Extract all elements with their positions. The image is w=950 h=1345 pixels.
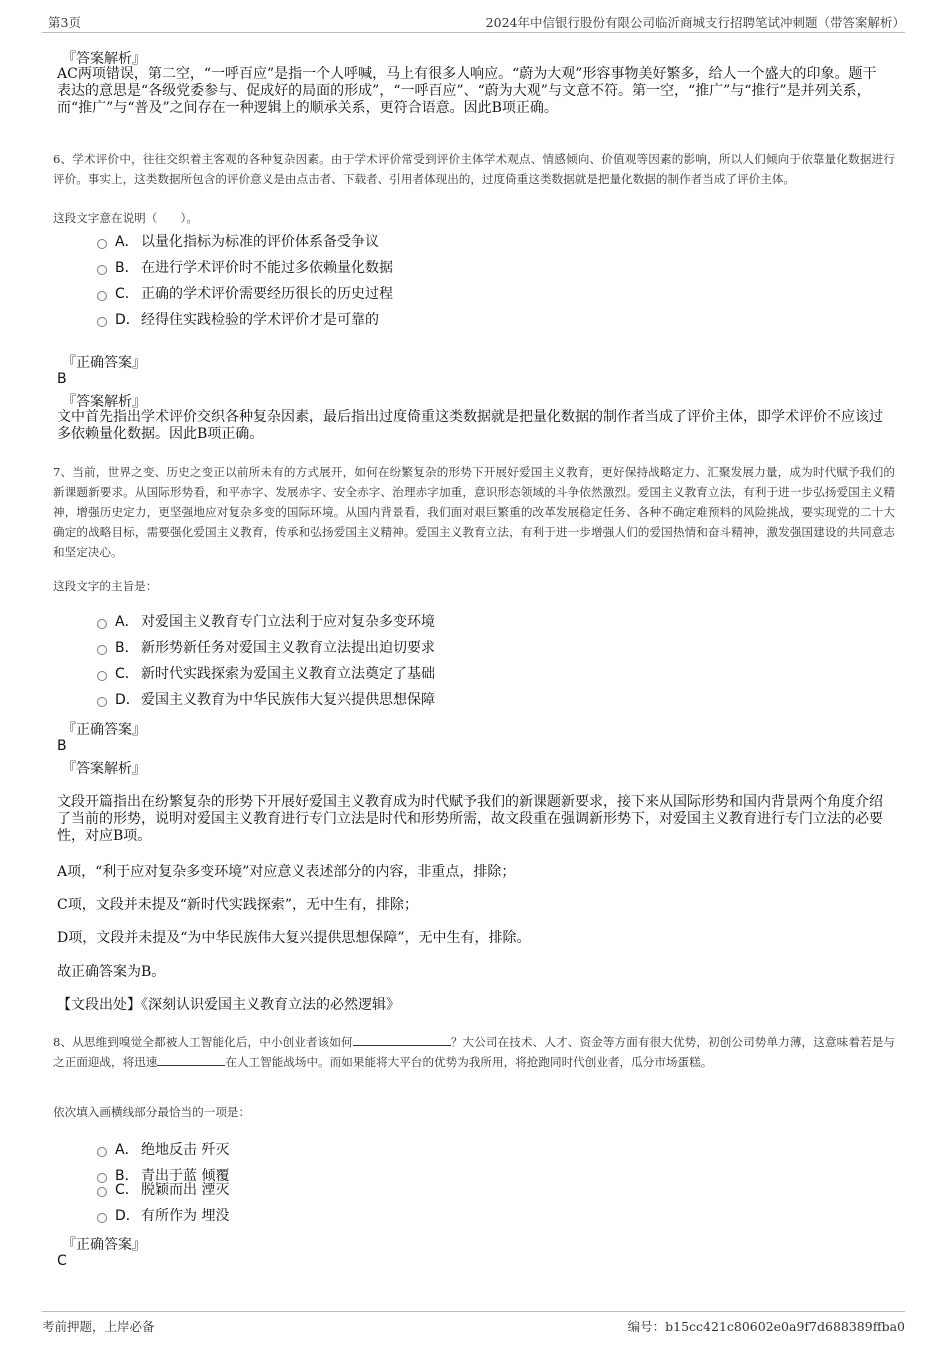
radio-icon[interactable] xyxy=(97,619,107,629)
radio-icon[interactable] xyxy=(97,265,107,275)
q6-option-b[interactable]: B． 在进行学术评价时不能过多依赖量化数据 xyxy=(97,258,393,278)
radio-icon[interactable] xyxy=(97,645,107,655)
footer-slogan: 考前押题，上岸必备 xyxy=(42,1319,155,1334)
q6-option-c[interactable]: C． 正确的学术评价需要经历很长的历史过程 xyxy=(97,284,393,304)
q8-answer: C xyxy=(57,1253,67,1269)
q5-analysis: AC两项错误，第二空，“一呼百应”是指一个人呼喊，马上有很多人响应。“蔚为大观”形容事物美好繁多，给人一个盛大的印象。题干表达的意思是“各级党委参与、促成好的局面的形成”，“一呼百应”、“蔚为大观”与文意不符。第一空，“推广”与“推行”是并列关系，而“推广”与“普及”之间存在一种逻辑上的顺承关系，更符合语意。因此B项正确。 xyxy=(57,66,877,116)
q8-answer-label: 『正确答案』 xyxy=(62,1237,146,1253)
q7-option-c[interactable]: C． 新时代实践探索为爱国主义教育立法奠定了基础 xyxy=(97,664,435,684)
q7-note-c: C项，文段并未提及“新时代实践探索”，无中生有，排除； xyxy=(57,897,419,913)
document-id: 编号：b15cc421c80602e0a9f7d688389ffba0 xyxy=(627,1319,905,1334)
q7-option-d[interactable]: D．爱国主义教育为中华民族伟大复兴提供思想保障 xyxy=(97,690,435,710)
q6-prompt: 这段文字意在说明（ ）。 xyxy=(53,211,198,225)
q6-option-d[interactable]: D．经得住实践检验的学术评价才是可靠的 xyxy=(97,310,379,330)
radio-icon[interactable] xyxy=(97,291,107,301)
radio-icon[interactable] xyxy=(97,1187,107,1197)
q7-source: 【文段出处】《深刻认识爱国主义教育立法的必然逻辑》 xyxy=(57,997,400,1013)
q7-note-a: A项，“利于应对复杂多变环境”对应意义表述部分的内容，非重点，排除； xyxy=(57,864,516,880)
q7-option-a[interactable]: A． 对爱国主义教育专门立法利于应对复杂多变环境 xyxy=(97,612,435,632)
q7-note-d: D项，文段并未提及“为中华民族伟大复兴提供思想保障”，无中生有，排除。 xyxy=(57,930,531,946)
radio-icon[interactable] xyxy=(97,697,107,707)
q7-analysis-label: 『答案解析』 xyxy=(62,761,146,777)
q6-answer: B xyxy=(57,371,67,387)
q7-stem: 7、当前，世界之变、历史之变正以前所未有的方式展开，如何在纷繁复杂的形势下开展好爱国主义教育，更好保持战略定力、汇聚发展力量，成为时代赋予我们的新课题新要求。从国际形势看，和平赤字、发展赤字、安全赤字、治理赤字加重，意识形态领域的斗争依然激烈。爱国主义教育立法，有利于进一步弘扬爱国主义精神，增强历史定力，更坚强地应对复杂多变的国际环境。从国内背景看，我们面对艰巨繁重的改革发展稳定任务、各种不确定难预料的风险挑战，要实现党的二十大确定的战略目标，需要强化爱国主义教育，传承和弘扬爱国主义精神。爱国主义教育立法，有利于进一步增强人们的爱国热情和奋斗精神，激发强国建设的共同意志和坚定决心。 xyxy=(53,465,895,559)
q8-option-b[interactable]: B． 青出于蓝 倾覆 xyxy=(97,1166,229,1186)
page-footer xyxy=(42,1311,905,1336)
q6-stem: 6、学术评价中，往往交织着主客观的各种复杂因素。由于学术评价常受到评价主体学术观点、情感倾向、价值观等因素的影响，所以人们倾向于依靠量化数据进行评价。事实上，这类数据所包含的评价意义是由点击者、下载者、引用者体现出的，过度倚重这类数据就是把量化数据的制作者当成了评价主体。 xyxy=(53,152,895,186)
blank-1 xyxy=(353,1032,451,1046)
q8-prompt: 依次填入画横线部分最恰当的一项是： xyxy=(53,1105,251,1119)
q6-analysis-label: 『答案解析』 xyxy=(62,394,146,410)
q7-answer-label: 『正确答案』 xyxy=(62,722,146,738)
q7-conclusion: 故正确答案为B。 xyxy=(57,964,166,980)
q8-stem: 8、从思维到嗅觉全都被人工智能化后，中小创业者该如何 ？大公司在技术、人才、资金等方面有很大优势，初创公司势单力薄，这意味着若是与之正面迎战，将迅速 在人工智能战场中。而如果能将大平台的优势为我所用，将抢跑同时代创业者，瓜分市场蛋糕。 xyxy=(53,1032,895,1072)
radio-icon[interactable] xyxy=(97,1147,107,1157)
radio-icon[interactable] xyxy=(97,1213,107,1223)
q8-option-c[interactable]: C． 脱颖而出 湮灭 xyxy=(97,1180,229,1200)
q7-analysis: 文段开篇指出在纷繁复杂的形势下开展好爱国主义教育成为时代赋予我们的新课题新要求，接下来从国际形势和国内背景两个角度介绍了当前的形势，说明对爱国主义教育进行专门立法是时代和形势所需，故文段重在强调新形势下，对爱国主义教育进行专门立法的必要性，对应B项。 xyxy=(57,794,883,844)
q5-analysis-label: 『答案解析』 xyxy=(62,51,146,67)
q6-analysis: 文中首先指出学术评价交织各种复杂因素，最后指出过度倚重这类数据就是把量化数据的制作者当成了评价主体，即学术评价不应该过多依赖量化数据。因此B项正确。 xyxy=(57,409,883,442)
page-number: 第3页 xyxy=(48,15,81,30)
q7-prompt: 这段文字的主旨是： xyxy=(53,579,158,593)
page-header xyxy=(42,10,905,33)
q7-option-b[interactable]: B． 新形势新任务对爱国主义教育立法提出迫切要求 xyxy=(97,638,435,658)
q8-option-a[interactable]: A． 绝地反击 歼灭 xyxy=(97,1140,229,1160)
document-title: 2024年中信银行股份有限公司临沂商城支行招聘笔试冲刺题（带答案解析） xyxy=(485,15,905,30)
q6-option-a[interactable]: A． 以量化指标为标准的评价体系备受争议 xyxy=(97,232,379,252)
radio-icon[interactable] xyxy=(97,671,107,681)
q8-option-d[interactable]: D．有所作为 埋没 xyxy=(97,1206,229,1226)
q6-answer-label: 『正确答案』 xyxy=(62,355,146,371)
q7-answer: B xyxy=(57,738,67,754)
blank-2 xyxy=(157,1052,225,1066)
radio-icon[interactable] xyxy=(97,239,107,249)
radio-icon[interactable] xyxy=(97,317,107,327)
